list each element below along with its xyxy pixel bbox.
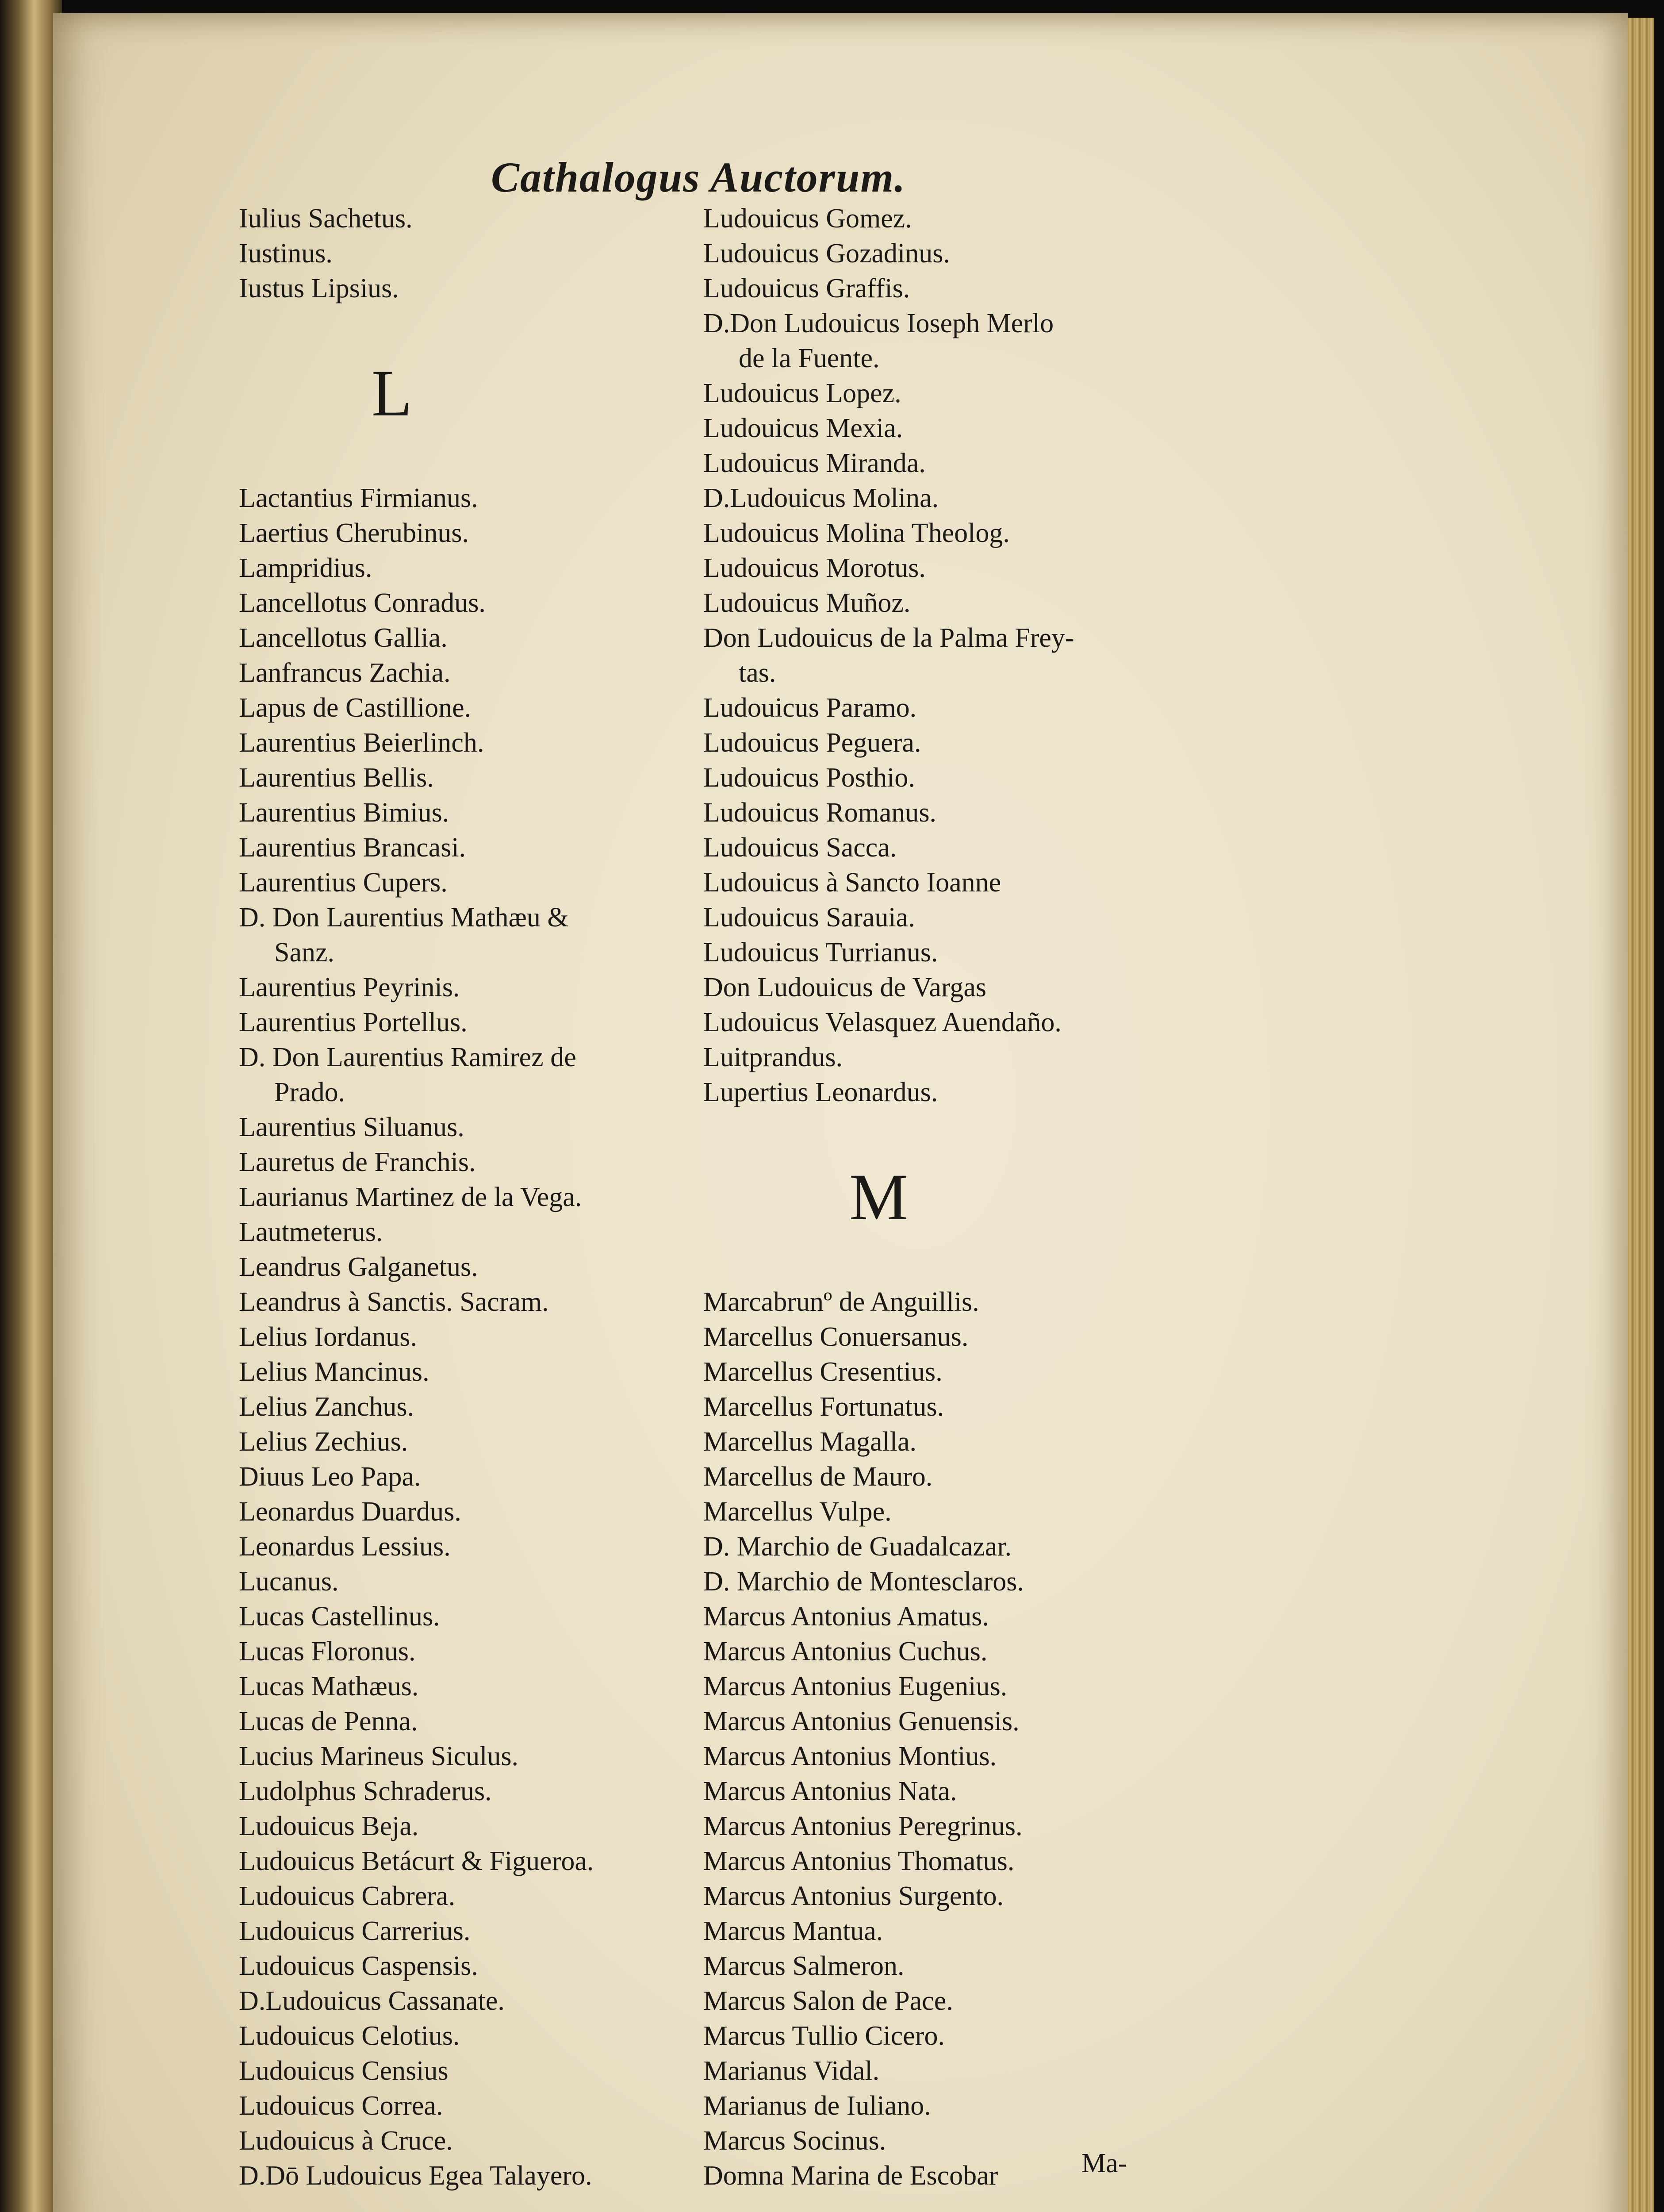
author-entry: Laurentius Bimius. (239, 798, 449, 828)
author-entry: Marianus de Iuliano. (703, 2091, 931, 2121)
author-entry: Ludouicus Sarauia. (703, 902, 915, 933)
author-entry: Lucius Marineus Siculus. (239, 1741, 518, 1771)
author-entry: Marcellus Conuersanus. (703, 1322, 969, 1352)
author-entry: Ludouicus à Sancto Ioanne (703, 868, 1001, 898)
author-entry: Laurentius Siluanus. (239, 1112, 464, 1142)
author-entry: Marcus Antonius Cuchus. (703, 1636, 988, 1667)
book-spine-edge (0, 0, 62, 2212)
author-entry: Ludouicus Morotus. (703, 553, 926, 583)
author-entry: Marcus Mantua. (703, 1916, 883, 1946)
author-entry: Marcellus Cresentius. (703, 1357, 943, 1387)
author-entry: Lapus de Castillione. (239, 693, 472, 723)
author-entry: Ludouicus Paramo. (703, 693, 917, 723)
author-entry: Don Ludouicus de la Palma Frey- (703, 623, 1074, 653)
author-entry: Lactantius Firmianus. (239, 483, 478, 513)
author-entry: Lucanus. (239, 1567, 339, 1597)
author-entry: Lampridius. (239, 553, 372, 583)
author-entry: Lucas de Penna. (239, 1706, 418, 1736)
author-entry: Ludouicus Lopez. (703, 378, 901, 408)
author-entry: Marcus Tullio Cicero. (703, 2021, 945, 2051)
author-entry: Leandrus Galganetus. (239, 1252, 478, 1282)
author-entry: Lucas Mathæus. (239, 1671, 419, 1701)
author-entry: Ludouicus Posthio. (703, 763, 915, 793)
author-entry: Ludouicus Velasquez Auendaño. (703, 1007, 1062, 1037)
author-entry: Marcabrunº de Anguillis. (703, 1287, 979, 1317)
author-entry: Laurentius Bellis. (239, 763, 434, 793)
author-entry: Ludolphus Schraderus. (239, 1776, 492, 1806)
author-entry: Laertius Cherubinus. (239, 518, 469, 548)
author-entry: Marcus Salmeron. (703, 1951, 905, 1981)
author-entry: Marcus Antonius Genuensis. (703, 1706, 1020, 1736)
author-entry: Marcus Salon de Pace. (703, 1986, 953, 2016)
author-entry: Marcus Antonius Peregrinus. (703, 1811, 1023, 1841)
author-entry: Leandrus à Sanctis. Sacram. (239, 1287, 549, 1317)
author-entry: Laurentius Brancasi. (239, 833, 466, 863)
author-entry: D. Marchio de Montesclaros. (703, 1567, 1024, 1597)
author-entry: Lelius Zechius. (239, 1427, 408, 1457)
author-entry: Marcellus Vulpe. (703, 1497, 892, 1527)
catchword: Ma- (1081, 2148, 1127, 2178)
author-entry: Don Ludouicus de Vargas (703, 972, 987, 1002)
author-entry: Laurentius Cupers. (239, 868, 448, 898)
author-entry: de la Fuente. (739, 343, 880, 373)
author-entry: Ludouicus Turrianus. (703, 937, 938, 968)
author-entry: Ludouicus à Cruce. (239, 2126, 453, 2156)
author-entry: Marcellus Fortunatus. (703, 1392, 944, 1422)
author-entry: Marcus Antonius Surgento. (703, 1881, 1004, 1911)
author-entry: Leonardus Lessius. (239, 1532, 451, 1562)
left-column-author-list (239, 201, 594, 2193)
author-entry: Iustus Lipsius. (239, 273, 399, 303)
author-entry: Ludouicus Gomez. (703, 204, 912, 234)
author-entry: Lancellotus Gallia. (239, 623, 448, 653)
author-entry: Ludouicus Romanus. (703, 798, 936, 828)
author-entry: Ludouicus Molina Theolog. (703, 518, 1010, 548)
author-entry: Sanz. (274, 937, 335, 968)
author-entry: Marcus Antonius Amatus. (703, 1601, 989, 1632)
author-entry: Iustinus. (239, 238, 333, 269)
author-entry: Marcus Antonius Nata. (703, 1776, 957, 1806)
author-entry: Marcus Antonius Eugenius. (703, 1671, 1008, 1701)
author-entry: Marcellus de Mauro. (703, 1462, 933, 1492)
author-entry: Ludouicus Sacca. (703, 833, 897, 863)
author-entry: Ludouicus Mexia. (703, 413, 903, 443)
author-entry: Ludouicus Peguera. (703, 728, 921, 758)
author-entry: Diuus Leo Papa. (239, 1462, 421, 1492)
author-entry: Marcus Antonius Montius. (703, 1741, 997, 1771)
author-entry: Ludouicus Cabrera. (239, 1881, 455, 1911)
author-entry: Lelius Mancinus. (239, 1357, 429, 1387)
author-entry: tas. (739, 658, 776, 688)
running-head: Cathalogus Auctorum. (491, 154, 906, 201)
author-entry: Lucas Floronus. (239, 1636, 416, 1667)
author-entry: Lautmeterus. (239, 1217, 383, 1247)
author-entry: Ludouicus Beja. (239, 1811, 419, 1841)
author-entry: Leonardus Duardus. (239, 1497, 461, 1527)
author-entry: Lelius Iordanus. (239, 1322, 417, 1352)
author-entry: Ludouicus Celotius. (239, 2021, 460, 2051)
author-entry: D. Don Laurentius Ramirez de (239, 1042, 576, 1072)
author-entry: Laurentius Peyrinis. (239, 972, 460, 1002)
author-entry: Ludouicus Muñoz. (703, 588, 911, 618)
author-entry: Prado. (274, 1077, 345, 1107)
author-entry: D. Don Laurentius Mathæu & (239, 902, 569, 933)
author-entry: Domna Marina de Escobar (703, 2161, 998, 2191)
author-entry: Lupertius Leonardus. (703, 1077, 938, 1107)
author-entry: Lanfrancus Zachia. (239, 658, 451, 688)
author-entry: D.Don Ludouicus Ioseph Merlo (703, 308, 1054, 338)
author-entry: Laurianus Martinez de la Vega. (239, 1182, 582, 1212)
author-entry: Lucas Castellinus. (239, 1601, 440, 1632)
author-entry: D. Marchio de Guadalcazar. (703, 1532, 1012, 1562)
author-entry: Luitprandus. (703, 1042, 843, 1072)
author-entry: Ludouicus Miranda. (703, 448, 926, 478)
right-column-author-list (703, 201, 1074, 2193)
section-letter-heading: L (372, 357, 412, 430)
author-entry: Ludouicus Graffis. (703, 273, 910, 303)
author-entry: Laurentius Beierlinch. (239, 728, 484, 758)
author-entry: D.Dō Ludouicus Egea Talayero. (239, 2161, 592, 2191)
author-entry: Marianus Vidal. (703, 2056, 880, 2086)
author-entry: Marcellus Magalla. (703, 1427, 917, 1457)
author-entry: Ludouicus Caspensis. (239, 1951, 478, 1981)
author-entry: Iulius Sachetus. (239, 204, 413, 234)
author-entry: Laurentius Portellus. (239, 1007, 468, 1037)
author-entry: Ludouicus Censius (239, 2056, 449, 2086)
section-letter-heading: M (849, 1160, 909, 1234)
author-entry: Ludouicus Gozadinus. (703, 238, 950, 269)
author-entry: Lauretus de Franchis. (239, 1147, 476, 1177)
author-entry: D.Ludouicus Cassanate. (239, 1986, 505, 2016)
author-entry: Ludouicus Carrerius. (239, 1916, 471, 1946)
author-entry: D.Ludouicus Molina. (703, 483, 939, 513)
author-entry: Lelius Zanchus. (239, 1392, 414, 1422)
author-entry: Marcus Antonius Thomatus. (703, 1846, 1015, 1876)
author-entry: Ludouicus Betácurt & Figueroa. (239, 1846, 594, 1876)
author-entry: Ludouicus Correa. (239, 2091, 443, 2121)
author-entry: Marcus Socinus. (703, 2126, 886, 2156)
author-entry: Lancellotus Conradus. (239, 588, 486, 618)
